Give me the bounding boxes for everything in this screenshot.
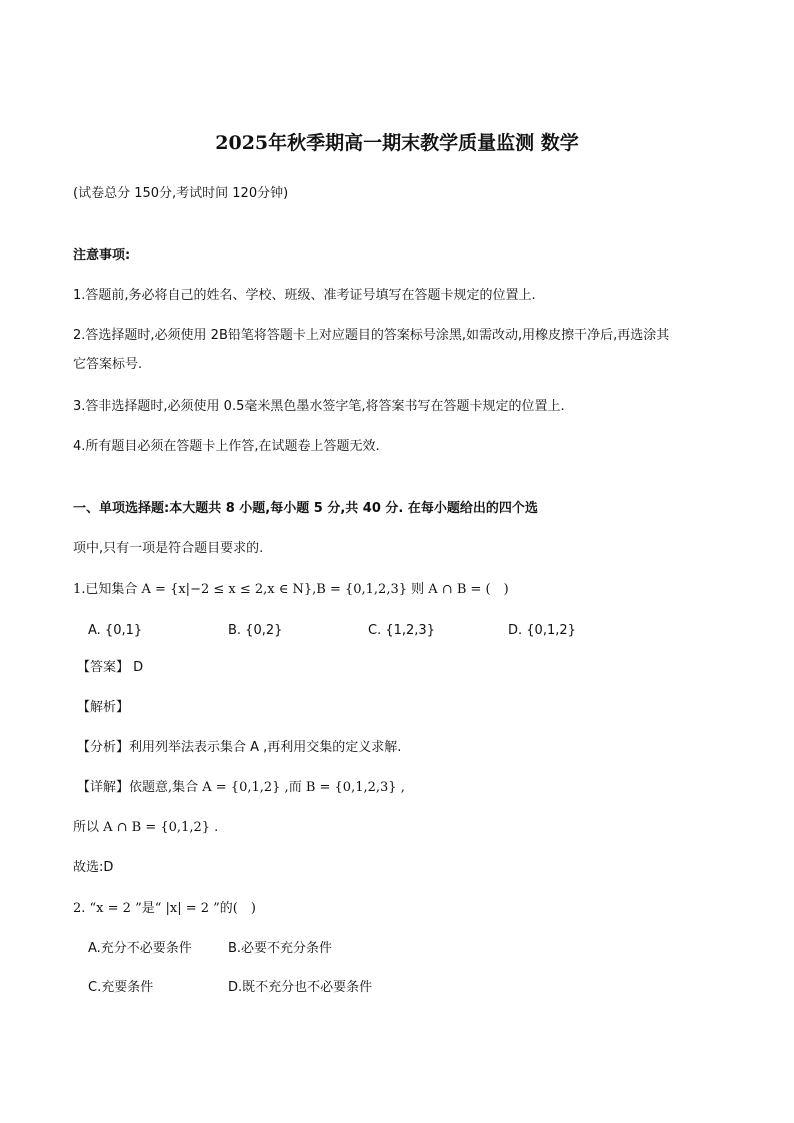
section-heading: 一、单项选择题:本大题共 8 小题,每小题 5 分,共 40 分. 在每小题给出的四个选 bbox=[73, 501, 538, 516]
question-1-option-c: C. {1,2,3} bbox=[368, 623, 435, 638]
question-2-stem: 2. “x = 2 ”是“ |x| = 2 ”的( ) bbox=[73, 901, 256, 916]
answer-line: 【答案】 D bbox=[77, 660, 144, 675]
question-1-stem: 1.已知集合 A = {x|−2 ≤ x ≤ 2,x ∈ N},B = {0,1,2,3} 则 A ∩ B = ( ) bbox=[73, 582, 509, 597]
page-title: 2025年秋季期高一期末教学质量监测 数学 bbox=[215, 132, 579, 154]
question-2-option-b: B.必要不充分条件 bbox=[228, 941, 333, 956]
section-heading-cont: 项中,只有一项是符合题目要求的. bbox=[73, 541, 264, 556]
notice-item-2: 2.答选择题时,必须使用 2B铅笔将答题卡上对应题目的答案标号涂黑,如需改动,用橡皮擦干净后,再选涂其 bbox=[73, 328, 670, 343]
analysis-tag: 【解析】 bbox=[77, 700, 130, 715]
question-2-option-a: A.充分不必要条件 bbox=[88, 941, 192, 956]
question-2-option-d: D.既不充分也不必要条件 bbox=[228, 980, 373, 995]
notice-item-1: 1.答题前,务必将自己的姓名、学校、班级、准考证号填写在答题卡规定的位置上. bbox=[73, 288, 536, 303]
exam-info: (试卷总分 150分,考试时间 120分钟) bbox=[73, 186, 289, 201]
question-1-option-b: B. {0,2} bbox=[228, 623, 283, 638]
analysis-summary: 【分析】利用列举法表示集合 A ,再利用交集的定义求解. bbox=[77, 740, 402, 755]
analysis-conclusion: 所以 A ∩ B = {0,1,2} . bbox=[73, 820, 219, 835]
notice-item-4: 4.所有题目必须在答题卡上作答,在试题卷上答题无效. bbox=[73, 439, 380, 454]
notice-heading: 注意事项: bbox=[73, 248, 131, 263]
notice-item-2-cont: 它答案标号. bbox=[73, 357, 143, 372]
analysis-detail: 【详解】依题意,集合 A = {0,1,2} ,而 B = {0,1,2,3} , bbox=[77, 780, 405, 795]
notice-item-3: 3.答非选择题时,必须使用 0.5毫米黑色墨水签字笔,将答案书写在答题卡规定的位置上. bbox=[73, 399, 565, 414]
answer-choice: 故选:D bbox=[73, 860, 114, 875]
question-1-option-a: A. {0,1} bbox=[88, 623, 143, 638]
question-1-option-d: D. {0,1,2} bbox=[508, 623, 576, 638]
question-2-option-c: C.充要条件 bbox=[88, 980, 154, 995]
